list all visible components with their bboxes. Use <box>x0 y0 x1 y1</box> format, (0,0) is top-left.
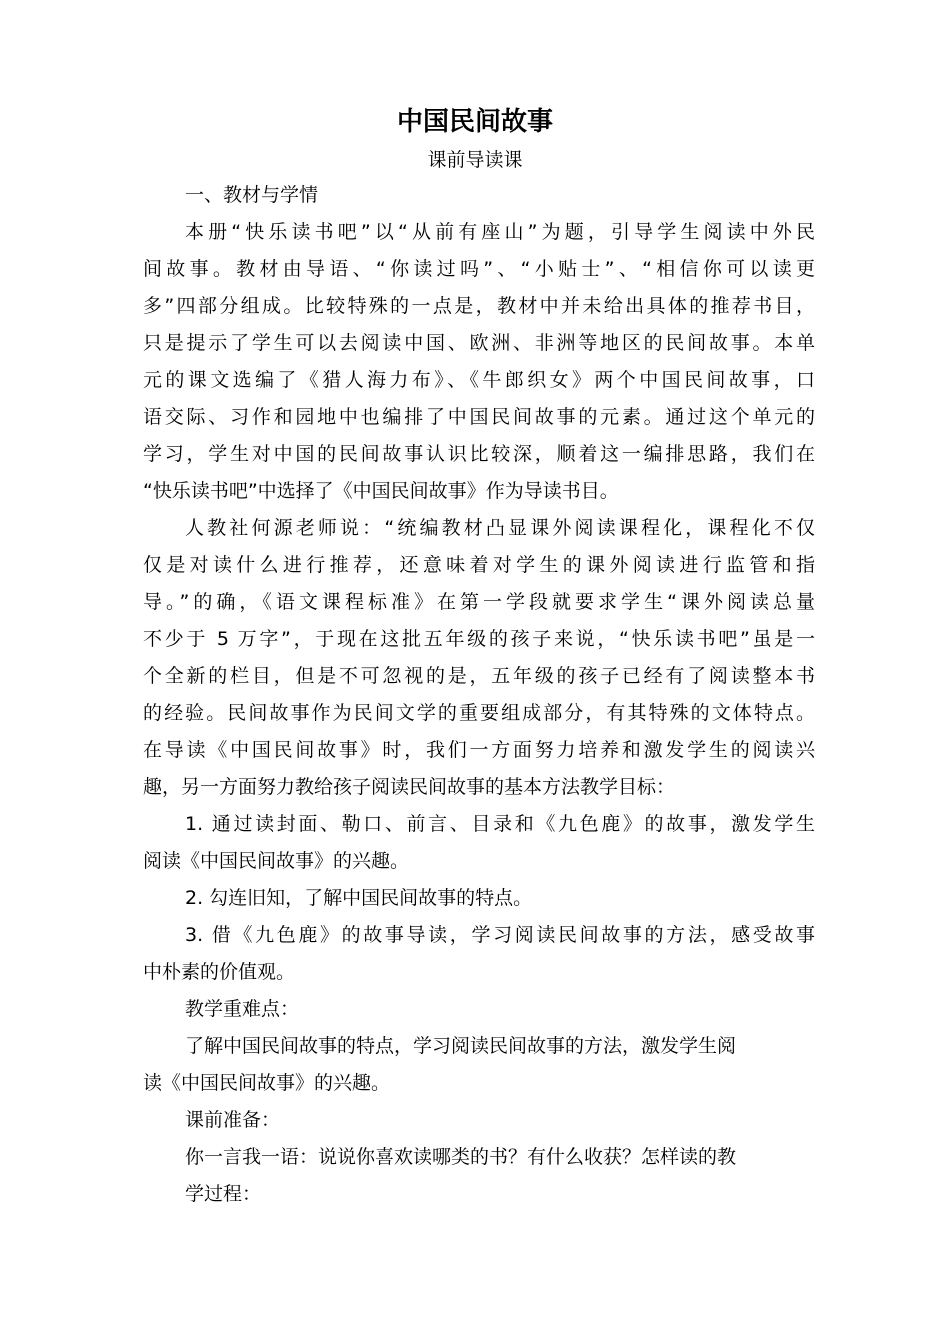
paragraph-line: 你一言我一语：说说你喜欢读哪类的书？有什么收获？怎样读的教 <box>185 1146 737 1168</box>
paragraph-line: 不少于 5 万字”，于现在这批五年级的孩子来说，“快乐读书吧”虽是一 <box>143 628 815 650</box>
paragraph-line: “快乐读书吧”中选择了《中国民间故事》作为导读书目。 <box>143 480 619 502</box>
list-item: 1. 通过读封面、勒口、前言、目录和《九色鹿》的故事，激发学生 <box>185 813 815 835</box>
section-heading: 一、教材与学情 <box>185 184 319 206</box>
paragraph-line: 本册“快乐读书吧”以“从前有座山”为题，引导学生阅读中外民 <box>185 221 815 243</box>
paragraph-line: 语交际、习作和园地中也编排了中国民间故事的元素。通过这个单元的 <box>143 406 815 428</box>
list-item: 2. 勾连旧知，了解中国民间故事的特点。 <box>185 887 533 909</box>
paragraph-line: 导。”的确，《语文课程标准》在第一学段就要求学生“课外阅读总量 <box>143 591 815 613</box>
paragraph-line: 在导读《中国民间故事》时，我们一方面努力培养和激发学生的阅读兴 <box>143 739 815 761</box>
document-body <box>143 177 815 1213</box>
paragraph-line: 的经验。民间故事作为民间文学的重要组成部分，有其特殊的文体特点。 <box>143 702 815 724</box>
paragraph-line: 读《中国民间故事》的兴趣。 <box>143 1072 391 1094</box>
paragraph-line: 只是提示了学生可以去阅读中国、欧洲、非洲等地区的民间故事。本单 <box>143 332 815 354</box>
section-heading: 课前准备： <box>185 1109 281 1131</box>
paragraph-line: 学习，学生对中国的民间故事认识比较深，顺着这一编排思路，我们在 <box>143 443 815 465</box>
paragraph-line: 了解中国民间故事的特点，学习阅读民间故事的方法，激发学生阅 <box>185 1035 737 1057</box>
paragraph-line: 多”四部分组成。比较特殊的一点是，教材中并未给出具体的推荐书目， <box>143 295 815 317</box>
paragraph-line: 趣，另一方面努力教给孩子阅读民间故事的基本方法教学目标： <box>143 776 676 798</box>
list-item-continuation: 中朴素的价值观。 <box>143 961 296 983</box>
paragraph-line: 仅是对读什么进行推荐，还意味着对学生的课外阅读进行监管和指 <box>143 554 815 576</box>
page-title: 中国民间故事 <box>396 107 553 137</box>
section-heading: 学过程： <box>185 1183 262 1205</box>
list-item: 3. 借《九色鹿》的故事导读，学习阅读民间故事的方法，感受故事 <box>185 924 815 946</box>
list-item-continuation: 阅读《中国民间故事》的兴趣。 <box>143 850 410 872</box>
paragraph-line: 元的课文选编了《猎人海力布》、《牛郎织女》两个中国民间故事，口 <box>143 369 815 391</box>
section-heading: 教学重难点： <box>185 998 300 1020</box>
page-subtitle: 课前导读课 <box>427 149 523 171</box>
paragraph-line: 间故事。教材由导语、“你读过吗”、“小贴士”、“相信你可以读更 <box>143 258 815 280</box>
paragraph-line: 人教社何源老师说：“统编教材凸显课外阅读课程化，课程化不仅 <box>185 517 815 539</box>
paragraph-line: 个全新的栏目，但是不可忽视的是，五年级的孩子已经有了阅读整本书 <box>143 665 815 687</box>
